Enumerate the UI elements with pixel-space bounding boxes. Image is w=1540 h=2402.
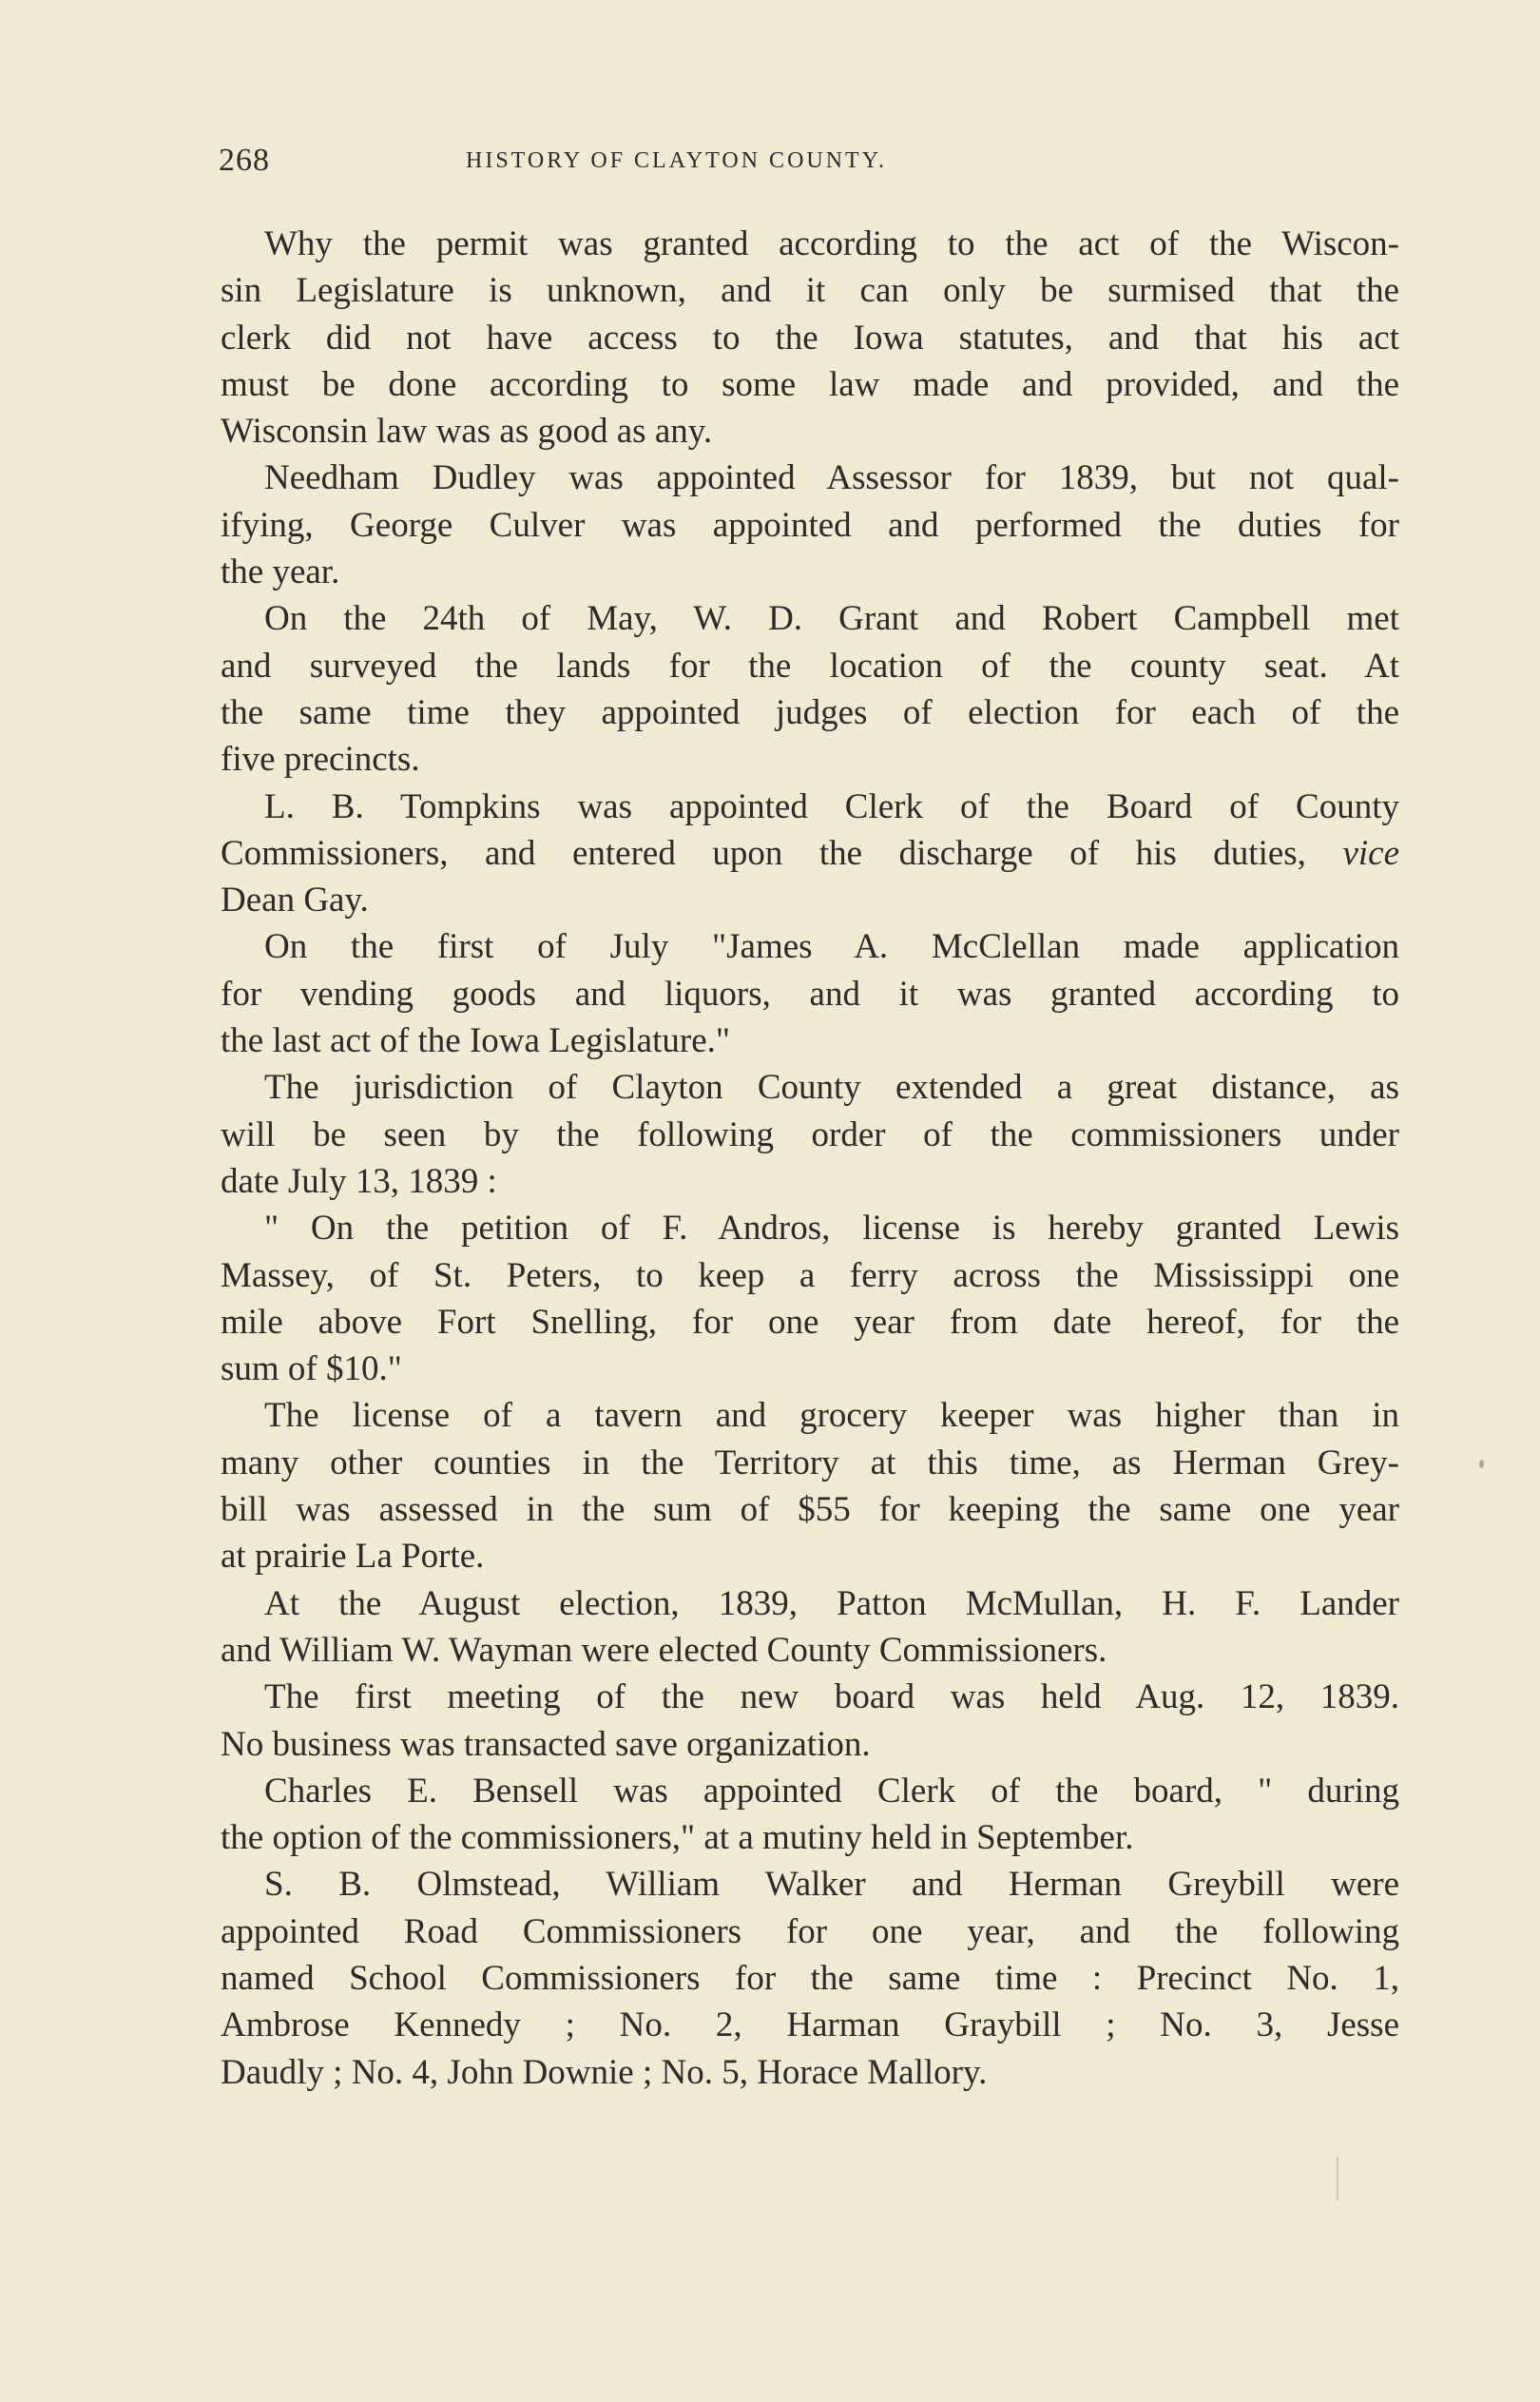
margin-mark bbox=[1337, 2157, 1338, 2200]
text-line: Daudly ; No. 4, John Downie ; No. 5, Horace Mallory. bbox=[221, 2052, 988, 2092]
text-line: the year. bbox=[221, 552, 340, 592]
text-line: Charles E. Bensell was appointed Clerk of the board, " during bbox=[264, 1771, 1399, 1811]
ink-blot bbox=[1479, 1460, 1484, 1468]
body-text bbox=[221, 221, 1399, 2096]
text-line: clerk did not have access to the Iowa statutes, and that his act bbox=[221, 318, 1399, 358]
page-header bbox=[219, 143, 1407, 192]
text-line: the same time they appointed judges of election for each of the bbox=[221, 692, 1399, 732]
text-line: the last act of the Iowa Legislature." bbox=[221, 1021, 730, 1061]
text-line: date July 13, 1839 : bbox=[221, 1161, 497, 1201]
text-line: at prairie La Porte. bbox=[221, 1537, 485, 1577]
text-line: The license of a tavern and grocery keeper was higher than in bbox=[264, 1396, 1399, 1436]
text-line: S. B. Olmstead, William Walker and Herman Greybill were bbox=[264, 1865, 1399, 1905]
text-line: five precincts. bbox=[221, 740, 420, 780]
text-line: and William W. Wayman were elected County Commissioners. bbox=[221, 1630, 1107, 1670]
text-line: sin Legislature is unknown, and it can only be surmised that the bbox=[221, 271, 1399, 311]
text-line: On the 24th of May, W. D. Grant and Robert Campbell met bbox=[264, 599, 1399, 639]
text-line: bill was assessed in the sum of $55 for keeping the same one year bbox=[221, 1490, 1399, 1530]
text-line: for vending goods and liquors, and it was granted according to bbox=[221, 974, 1399, 1014]
text-line: " On the petition of F. Andros, license is hereby granted Lewis bbox=[264, 1209, 1399, 1249]
text-line: named School Commissioners for the same time : Precinct No. 1, bbox=[221, 1958, 1399, 1998]
text-line: L. B. Tompkins was appointed Clerk of the Board of County bbox=[264, 786, 1399, 826]
text-line: Why the permit was granted according to the act of the Wiscon- bbox=[264, 224, 1399, 263]
text-line: will be seen by the following order of the commissioners under bbox=[221, 1114, 1399, 1154]
text-line: The first meeting of the new board was held Aug. 12, 1839. bbox=[264, 1677, 1399, 1717]
text-line: Dean Gay. bbox=[221, 881, 369, 920]
text-line: Ambrose Kennedy ; No. 2, Harman Graybill ; No. 3, Jesse bbox=[221, 2005, 1399, 2045]
text-line: At the August election, 1839, Patton McMullan, H. F. Lander bbox=[264, 1583, 1399, 1623]
text-line: Massey, of St. Peters, to keep a ferry across the Mississippi one bbox=[221, 1255, 1399, 1295]
text-line: sum of $10." bbox=[221, 1349, 402, 1389]
text-line: appointed Road Commissioners for one year, and the following bbox=[221, 1911, 1399, 1951]
text-line: mile above Fort Snelling, for one year from date hereof, for the bbox=[221, 1302, 1399, 1342]
text-line: many other counties in the Territory at this time, as Herman Grey- bbox=[221, 1443, 1399, 1482]
page-number: 268 bbox=[219, 143, 270, 178]
text-line: On the first of July "James A. McClellan made application bbox=[264, 927, 1399, 967]
text-line: No business was transacted save organization. bbox=[221, 1724, 871, 1764]
text-line: ifying, George Culver was appointed and performed the duties for bbox=[221, 505, 1399, 545]
running-head: HISTORY OF CLAYTON COUNTY. bbox=[466, 148, 887, 173]
text-line: Wisconsin law was as good as any. bbox=[221, 412, 713, 452]
text-line: The jurisdiction of Clayton County extended a great distance, as bbox=[264, 1068, 1399, 1108]
text-line: the option of the commissioners," at a mutiny held in September. bbox=[221, 1818, 1134, 1858]
text-line: must be done according to some law made and provided, and the bbox=[221, 364, 1399, 404]
text-line: Needham Dudley was appointed Assessor for 1839, but not qual- bbox=[264, 458, 1399, 498]
text-line: Commissioners, and entered upon the discharge of his duties, vice bbox=[221, 833, 1399, 873]
text-line: and surveyed the lands for the location of the county seat. At bbox=[221, 646, 1399, 686]
